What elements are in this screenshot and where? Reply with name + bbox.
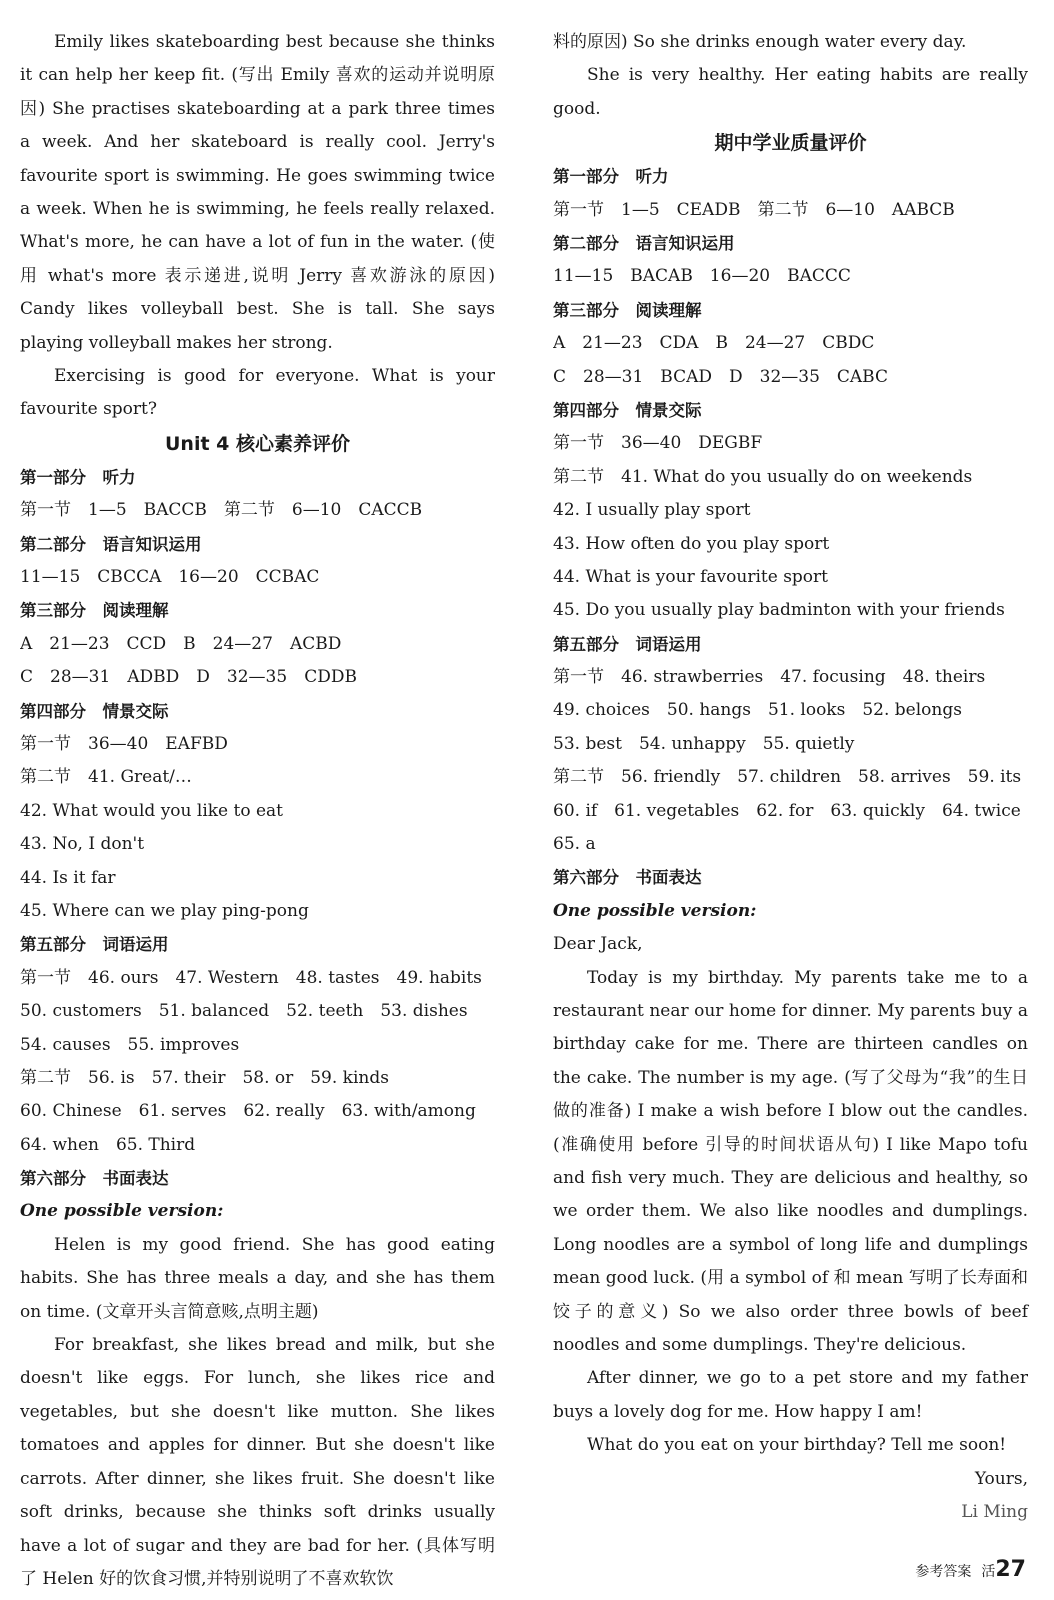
version-label: One possible version: (553, 900, 757, 921)
answer-list (20, 461, 495, 1229)
letter-paragraph: What do you eat on your birthday? Tell me soon! (587, 1435, 1007, 1456)
answer-line: 第一节 36—40 EAFBD (20, 734, 228, 754)
answer-line: 50. customers 51. balanced 52. teeth 53. dishes (20, 1001, 468, 1022)
answer-line: 第一节 36—40 DEGBF (553, 433, 763, 454)
letter-paragraph: Today is my birthday. My parents take me to a restaurant near our home for dinner. My parents buy a birthday cake for me. There are thirteen candles on the cake. The number is my age. (写了父母为“我”的生日做的准备) I make a wish before I blow out the candles. (准确使用 before 引导的时间状语从句) I like Mapo tofu and fish very much. They are delicious and healthy, so we order them. We also like noodles and dumplings. Long noodles are a symbol of long life and dumplings mean good luck. (用 a symbol of 和 mean 写明了长寿面和饺子的意义) So we also order three bowls of beef noodles and some dumplings. They're delicious. (553, 967, 1028, 1356)
answer-line: 49. choices 50. hangs 51. looks 52. belongs (553, 700, 962, 721)
answer-line: 第二节 41. What do you usually do on weekends (553, 466, 973, 487)
answer-line: 11—15 BACAB 16—20 BACCC (553, 266, 851, 287)
answer-line: 65. a (553, 834, 596, 855)
answer-list (553, 160, 1028, 961)
answer-line: 44. Is it far (20, 867, 116, 888)
part-heading: 第三部分 阅读理解 (20, 601, 169, 621)
part-heading: 第四部分 情景交际 (553, 400, 702, 420)
answer-line: 54. causes 55. improves (20, 1034, 240, 1055)
intro-paragraph: Emily likes skateboarding best because she thinks it can help her keep fit. (写出 Emily 喜欢的运动并说明原因) She practises skateboarding at a park three times a week. And her skateboard is really cool. Jerry's favourite sport is swimming. He goes swimming twice a week. When he is swimming, he feels really relaxed. What's more, he can have a lot of fun in the water. (使用 what's more 表示递进,说明 Jerry 喜欢游泳的原因) Candy likes volleyball best. She is tall. She says playing volleyball makes her strong. (20, 32, 495, 353)
part-heading: 第一部分 听力 (553, 167, 669, 187)
answer-line: 45. Do you usually play badminton with your friends (553, 600, 1005, 621)
answer-line: 64. when 65. Third (20, 1134, 196, 1155)
answer-line: C 28—31 ADBD D 32—35 CDDB (20, 667, 357, 688)
answer-line: 第一节 46. strawberries 47. focusing 48. theirs (553, 667, 986, 688)
answer-line: A 21—23 CCD B 24—27 ACBD (20, 633, 342, 654)
part-heading: 第三部分 阅读理解 (553, 300, 702, 320)
answer-line: 第一节 46. ours 47. Western 48. tastes 49. habits (20, 967, 482, 988)
footer-prefix: 活 (981, 1564, 996, 1580)
answer-line: 42. I usually play sport (553, 500, 751, 521)
letter-paragraph: After dinner, we go to a pet store and my father buys a lovely dog for me. How happy I am! (553, 1368, 1028, 1422)
answer-line: 43. No, I don't (20, 834, 145, 855)
answer-line: Dear Jack, (553, 934, 643, 955)
continued-paragraph: 料的原因) So she drinks enough water every day. (553, 32, 967, 52)
letter-signature: Li Ming (961, 1502, 1028, 1523)
part-heading: 第四部分 情景交际 (20, 701, 169, 721)
answer-line: A 21—23 CDA B 24—27 CBDC (553, 333, 875, 354)
answer-line: 第二节 56. is 57. their 58. or 59. kinds (20, 1067, 389, 1088)
answer-line: 60. if 61. vegetables 62. for 63. quickly 64. twice (553, 800, 1021, 821)
answer-line: 11—15 CBCCA 16—20 CCBAC (20, 567, 320, 588)
answer-line: C 28—31 BCAD D 32—35 CABC (553, 366, 888, 387)
part-heading: 第六部分 书面表达 (20, 1169, 169, 1189)
answer-line: 53. best 54. unhappy 55. quietly (553, 733, 855, 754)
intro-paragraph: Exercising is good for everyone. What is your favourite sport? (20, 366, 495, 420)
section-title: 期中学业质量评价 (714, 132, 867, 155)
answer-line: 44. What is your favourite sport (553, 566, 828, 587)
part-heading: 第二部分 语言知识运用 (553, 234, 735, 253)
part-heading: 第五部分 词语运用 (20, 935, 169, 955)
answer-line: 第二节 56. friendly 57. children 58. arrives 59. its (553, 767, 1022, 788)
answer-line: 45. Where can we play ping-pong (20, 900, 309, 921)
section-title: Unit 4 核心素养评价 (165, 432, 350, 455)
left-column (20, 26, 495, 1596)
answer-line: 42. What would you like to eat (20, 800, 284, 821)
page-number: 27 (995, 1557, 1026, 1582)
essay-paragraph: Helen is my good friend. She has good eating habits. She has three meals a day, and she has them on time. (文章开头言简意赅,点明主题) (20, 1234, 495, 1322)
version-label: One possible version: (20, 1201, 224, 1222)
answer-line: 第一节 1—5 BACCB 第二节 6—10 CACCB (20, 500, 423, 521)
right-column (553, 26, 1028, 1529)
answer-line: 第一节 1—5 CEADB 第二节 6—10 AABCB (553, 199, 955, 220)
essay-paragraph: For breakfast, she likes bread and milk, but she doesn't like eggs. For lunch, she likes rice and vegetables, but she doesn't like mutton. She likes tomatoes and apples for dinner. But she doesn't like carrots. After dinner, she likes fruit. She doesn't like soft drinks, because she thinks soft drinks usually have a lot of sugar and they are bad for her. (具体写明了 Helen 好的饮食习惯,并特别说明了不喜欢软饮 (20, 1335, 495, 1589)
answer-line: 60. Chinese 61. serves 62. really 63. with/among (20, 1101, 476, 1122)
footer-label: 参考答案 (915, 1564, 972, 1580)
part-heading: 第六部分 书面表达 (553, 868, 702, 888)
closing-paragraph: She is very healthy. Her eating habits are really good. (553, 65, 1028, 119)
page-footer (915, 1557, 1026, 1582)
part-heading: 第五部分 词语运用 (553, 634, 702, 654)
letter-closing: Yours, (974, 1468, 1028, 1489)
answer-line: 43. How often do you play sport (553, 533, 830, 554)
part-heading: 第二部分 语言知识运用 (20, 534, 202, 554)
answer-line: 第二节 41. Great/… (20, 767, 192, 788)
part-heading: 第一部分 听力 (20, 467, 136, 487)
